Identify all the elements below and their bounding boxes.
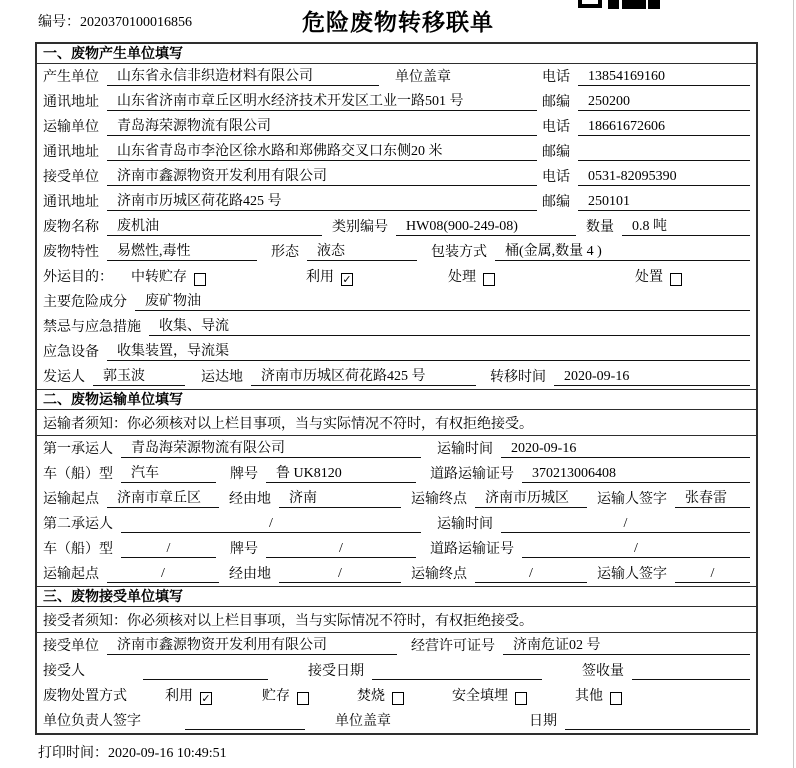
checkbox-disposal-landfill bbox=[515, 692, 527, 705]
transporter-unit-label: 运输单位 bbox=[43, 120, 99, 135]
road-permit-label: 道路运输证号 bbox=[430, 467, 514, 482]
first-carrier-sign-value: 张春雷 bbox=[675, 487, 750, 508]
section-producer-title: 一、废物产生单位填写 bbox=[37, 44, 756, 64]
transfer-purpose-label: 外运目的： bbox=[43, 270, 113, 285]
row-taboo-measures bbox=[37, 314, 756, 339]
second-transport-time-value: / bbox=[501, 516, 750, 533]
first-transport-time-value: 2020-09-16 bbox=[501, 441, 750, 458]
accept-person-value bbox=[143, 679, 268, 680]
row-receiver-address bbox=[37, 189, 756, 214]
row-dispatcher bbox=[37, 364, 756, 389]
plate-no-label: 牌号 bbox=[230, 467, 258, 482]
first-carrier-label: 第一承运人 bbox=[43, 442, 113, 457]
first-route-end-value: 济南市历城区 bbox=[475, 487, 587, 508]
first-carrier-value: 青岛海荣源物流有限公司 bbox=[121, 437, 421, 458]
producer-unit-value: 山东省永信非织造材料有限公司 bbox=[107, 65, 379, 86]
section-producer bbox=[37, 44, 756, 389]
responsible-sign-label: 单位负责人签字 bbox=[43, 714, 141, 729]
unit-seal-label: 单位盖章 bbox=[395, 70, 451, 85]
purpose-option-label: 利用 bbox=[306, 270, 334, 285]
row-second-carrier bbox=[37, 511, 756, 536]
doc-number-value: 2020370100016856 bbox=[80, 15, 192, 30]
checkbox-storage bbox=[194, 273, 206, 286]
qr-block bbox=[638, 0, 646, 9]
first-road-permit-value: 370213006408 bbox=[522, 466, 750, 483]
row-accept-unit bbox=[37, 633, 756, 658]
taboo-measures-value: 收集、导流 bbox=[149, 315, 750, 336]
row-second-route bbox=[37, 561, 756, 586]
transporter-unit-value: 青岛海荣源物流有限公司 bbox=[107, 115, 537, 136]
purpose-option-storage bbox=[131, 266, 206, 286]
second-route-end-value: / bbox=[475, 566, 587, 583]
row-transfer-purpose bbox=[37, 264, 756, 289]
row-producer-unit bbox=[37, 64, 756, 89]
taboo-measures-label: 禁忌与应急措施 bbox=[43, 320, 141, 335]
checkbox-disposal-utilize: ✓ bbox=[201, 692, 211, 705]
row-transporter-address bbox=[37, 139, 756, 164]
destination-label: 运达地 bbox=[201, 370, 243, 385]
transporter-notice-text: 你必须核对以上栏目事项，当与实际情况不符时，有权拒绝接受。 bbox=[127, 416, 533, 432]
waste-form-label: 形态 bbox=[271, 245, 299, 260]
second-route-start-value: / bbox=[107, 566, 219, 583]
purpose-option-treat bbox=[448, 266, 495, 286]
zip-label: 邮编 bbox=[542, 145, 570, 160]
transporter-notice-label: 运输者须知： bbox=[43, 416, 127, 432]
disposal-option-store bbox=[262, 685, 309, 705]
checkbox-dispose bbox=[670, 273, 682, 286]
row-first-vehicle bbox=[37, 461, 756, 486]
disposal-option-label: 利用 bbox=[165, 689, 193, 704]
received-qty-value bbox=[632, 679, 750, 680]
producer-phone-value: 13854169160 bbox=[578, 69, 750, 86]
waste-qty-label: 数量 bbox=[586, 220, 614, 235]
qr-block bbox=[648, 0, 660, 9]
producer-address-value: 山东省济南市章丘区明水经济技术开发区工业一路501 号 bbox=[107, 90, 537, 111]
row-accept-person bbox=[37, 658, 756, 683]
vehicle-type-label: 车（船）型 bbox=[43, 467, 113, 482]
transporter-phone-value: 18661672606 bbox=[578, 119, 750, 136]
waste-name-value: 废机油 bbox=[107, 215, 322, 236]
address-label: 通讯地址 bbox=[43, 145, 99, 160]
purpose-option-label: 中转贮存 bbox=[131, 270, 187, 285]
disposal-option-label: 其他 bbox=[575, 689, 603, 704]
accept-unit-value: 济南市鑫源物资开发利用有限公司 bbox=[107, 634, 397, 655]
route-via-label: 经由地 bbox=[229, 492, 271, 507]
license-no-label: 经营许可证号 bbox=[411, 639, 495, 654]
transfer-time-value: 2020-09-16 bbox=[554, 369, 750, 386]
receiver-unit-value: 济南市鑫源物资开发利用有限公司 bbox=[107, 165, 537, 186]
address-label: 通讯地址 bbox=[43, 95, 99, 110]
route-start-label: 运输起点 bbox=[43, 492, 99, 507]
carrier-sign-label: 运输人签字 bbox=[597, 492, 667, 507]
checkbox-disposal-store bbox=[297, 692, 309, 705]
phone-label: 电话 bbox=[542, 70, 570, 85]
packing-value: 桶(金属,数量 4 ) bbox=[495, 240, 750, 261]
purpose-option-utilize bbox=[306, 266, 353, 286]
second-plate-no-value: / bbox=[266, 541, 416, 558]
address-label: 通讯地址 bbox=[43, 195, 99, 210]
responsible-sign-value bbox=[185, 729, 305, 730]
accept-person-label: 接受人 bbox=[43, 664, 85, 679]
checkbox-utilize: ✓ bbox=[342, 273, 352, 286]
row-first-carrier bbox=[37, 436, 756, 461]
emergency-equipment-label: 应急设备 bbox=[43, 345, 99, 360]
zip-label: 邮编 bbox=[542, 95, 570, 110]
row-first-route bbox=[37, 486, 756, 511]
destination-value: 济南市历城区荷花路425 号 bbox=[251, 365, 476, 386]
receiver-unit-label: 接受单位 bbox=[43, 170, 99, 185]
receiver-notice-text: 你必须核对以上栏目事项，当与实际情况不符时，有权拒绝接受。 bbox=[127, 613, 533, 629]
checkbox-disposal-incinerate bbox=[392, 692, 404, 705]
waste-name-label: 废物名称 bbox=[43, 220, 99, 235]
disposal-option-label: 焚烧 bbox=[357, 689, 385, 704]
first-route-start-value: 济南市章丘区 bbox=[107, 487, 219, 508]
packing-label: 包装方式 bbox=[431, 245, 487, 260]
first-route-via-value: 济南 bbox=[279, 487, 401, 508]
waste-character-value: 易燃性,毒性 bbox=[107, 240, 257, 261]
disposal-option-label: 安全填埋 bbox=[452, 689, 508, 704]
second-carrier-value: / bbox=[121, 516, 421, 533]
purpose-option-label: 处理 bbox=[448, 270, 476, 285]
section-receiver bbox=[37, 586, 756, 733]
waste-code-value: HW08(900-249-08) bbox=[396, 219, 576, 236]
disposal-option-other bbox=[575, 685, 622, 705]
plate-no-label: 牌号 bbox=[230, 542, 258, 557]
print-time bbox=[38, 742, 227, 762]
second-vehicle-type-value: / bbox=[121, 541, 216, 558]
vehicle-type-label: 车（船）型 bbox=[43, 542, 113, 557]
checkbox-treat bbox=[483, 273, 495, 286]
receiver-address-value: 济南市历城区荷花路425 号 bbox=[107, 190, 537, 211]
checkbox-disposal-other bbox=[610, 692, 622, 705]
receiver-zip-value: 250101 bbox=[578, 194, 750, 211]
waste-qty-value: 0.8 吨 bbox=[622, 215, 750, 236]
row-hazard-component bbox=[37, 289, 756, 314]
route-via-label: 经由地 bbox=[229, 567, 271, 582]
page-title: 危险废物转移联单 bbox=[302, 9, 494, 35]
qr-block bbox=[608, 0, 619, 9]
hazard-component-label: 主要危险成分 bbox=[43, 295, 127, 310]
transporter-address-value: 山东省青岛市李沧区徐水路和郑佛路交叉口东侧20 米 bbox=[107, 140, 537, 161]
emergency-equipment-value: 收集装置，导流渠 bbox=[107, 340, 750, 361]
waste-form-value: 液态 bbox=[307, 240, 417, 261]
section-transporter bbox=[37, 389, 756, 586]
row-disposal-method bbox=[37, 683, 756, 708]
carrier-sign-label: 运输人签字 bbox=[597, 567, 667, 582]
disposal-method-label: 废物处置方式 bbox=[43, 689, 127, 704]
transport-time-label: 运输时间 bbox=[437, 517, 493, 532]
row-producer-address bbox=[37, 89, 756, 114]
transporter-notice bbox=[37, 410, 756, 436]
first-plate-no-value: 鲁 UK8120 bbox=[266, 462, 416, 483]
receiver-notice bbox=[37, 607, 756, 633]
print-time-label: 打印时间： bbox=[38, 746, 108, 761]
disposal-option-utilize bbox=[165, 685, 212, 705]
row-receiver-unit bbox=[37, 164, 756, 189]
receiver-phone-value: 0531-82095390 bbox=[578, 169, 750, 186]
second-carrier-sign-value: / bbox=[675, 566, 750, 583]
route-end-label: 运输终点 bbox=[411, 492, 467, 507]
disposal-option-incinerate bbox=[357, 685, 404, 705]
unit-seal-label: 单位盖章 bbox=[335, 714, 391, 729]
road-permit-label: 道路运输证号 bbox=[430, 542, 514, 557]
route-end-label: 运输终点 bbox=[411, 567, 467, 582]
transporter-zip-value bbox=[578, 160, 750, 161]
hazard-component-value: 废矿物油 bbox=[135, 290, 750, 311]
second-carrier-label: 第二承运人 bbox=[43, 517, 113, 532]
zip-label: 邮编 bbox=[542, 195, 570, 210]
accept-date-value bbox=[372, 679, 542, 680]
row-second-vehicle bbox=[37, 536, 756, 561]
doc-number-label: 编号： bbox=[38, 15, 80, 30]
accept-date-label: 接受日期 bbox=[308, 664, 364, 679]
row-waste-name bbox=[37, 214, 756, 239]
qr-finder-block bbox=[578, 0, 602, 8]
qr-code-partial bbox=[578, 0, 660, 9]
purpose-option-label: 处置 bbox=[635, 270, 663, 285]
second-route-via-value: / bbox=[279, 566, 401, 583]
producer-zip-value: 250200 bbox=[578, 94, 750, 111]
phone-label: 电话 bbox=[542, 170, 570, 185]
row-responsible-sign bbox=[37, 708, 756, 733]
transfer-time-label: 转移时间 bbox=[490, 370, 546, 385]
page-right-edge bbox=[793, 0, 794, 768]
row-transporter-unit bbox=[37, 114, 756, 139]
first-vehicle-type-value: 汽车 bbox=[121, 462, 216, 483]
phone-label: 电话 bbox=[542, 120, 570, 135]
license-no-value: 济南危证02 号 bbox=[503, 634, 750, 655]
transport-time-label: 运输时间 bbox=[437, 442, 493, 457]
purpose-option-dispose bbox=[635, 266, 682, 286]
section-transporter-title: 二、废物运输单位填写 bbox=[37, 390, 756, 410]
print-time-value: 2020-09-16 10:49:51 bbox=[108, 746, 227, 761]
section-receiver-title: 三、废物接受单位填写 bbox=[37, 587, 756, 607]
disposal-option-landfill bbox=[452, 685, 527, 705]
disposal-option-label: 贮存 bbox=[262, 689, 290, 704]
second-road-permit-value: / bbox=[522, 541, 750, 558]
receiver-notice-label: 接受者须知： bbox=[43, 613, 127, 629]
sign-date-label: 日期 bbox=[529, 714, 557, 729]
dispatcher-label: 发运人 bbox=[43, 370, 85, 385]
route-start-label: 运输起点 bbox=[43, 567, 99, 582]
row-waste-character bbox=[37, 239, 756, 264]
received-qty-label: 签收量 bbox=[582, 664, 624, 679]
waste-code-label: 类别编号 bbox=[332, 220, 388, 235]
sign-date-value bbox=[565, 729, 750, 730]
manifest-form-table bbox=[35, 42, 758, 735]
accept-unit-label: 接受单位 bbox=[43, 639, 99, 654]
row-emergency-equipment bbox=[37, 339, 756, 364]
dispatcher-value: 郭玉波 bbox=[93, 365, 185, 386]
waste-character-label: 废物特性 bbox=[43, 245, 99, 260]
producer-unit-label: 产生单位 bbox=[43, 70, 99, 85]
